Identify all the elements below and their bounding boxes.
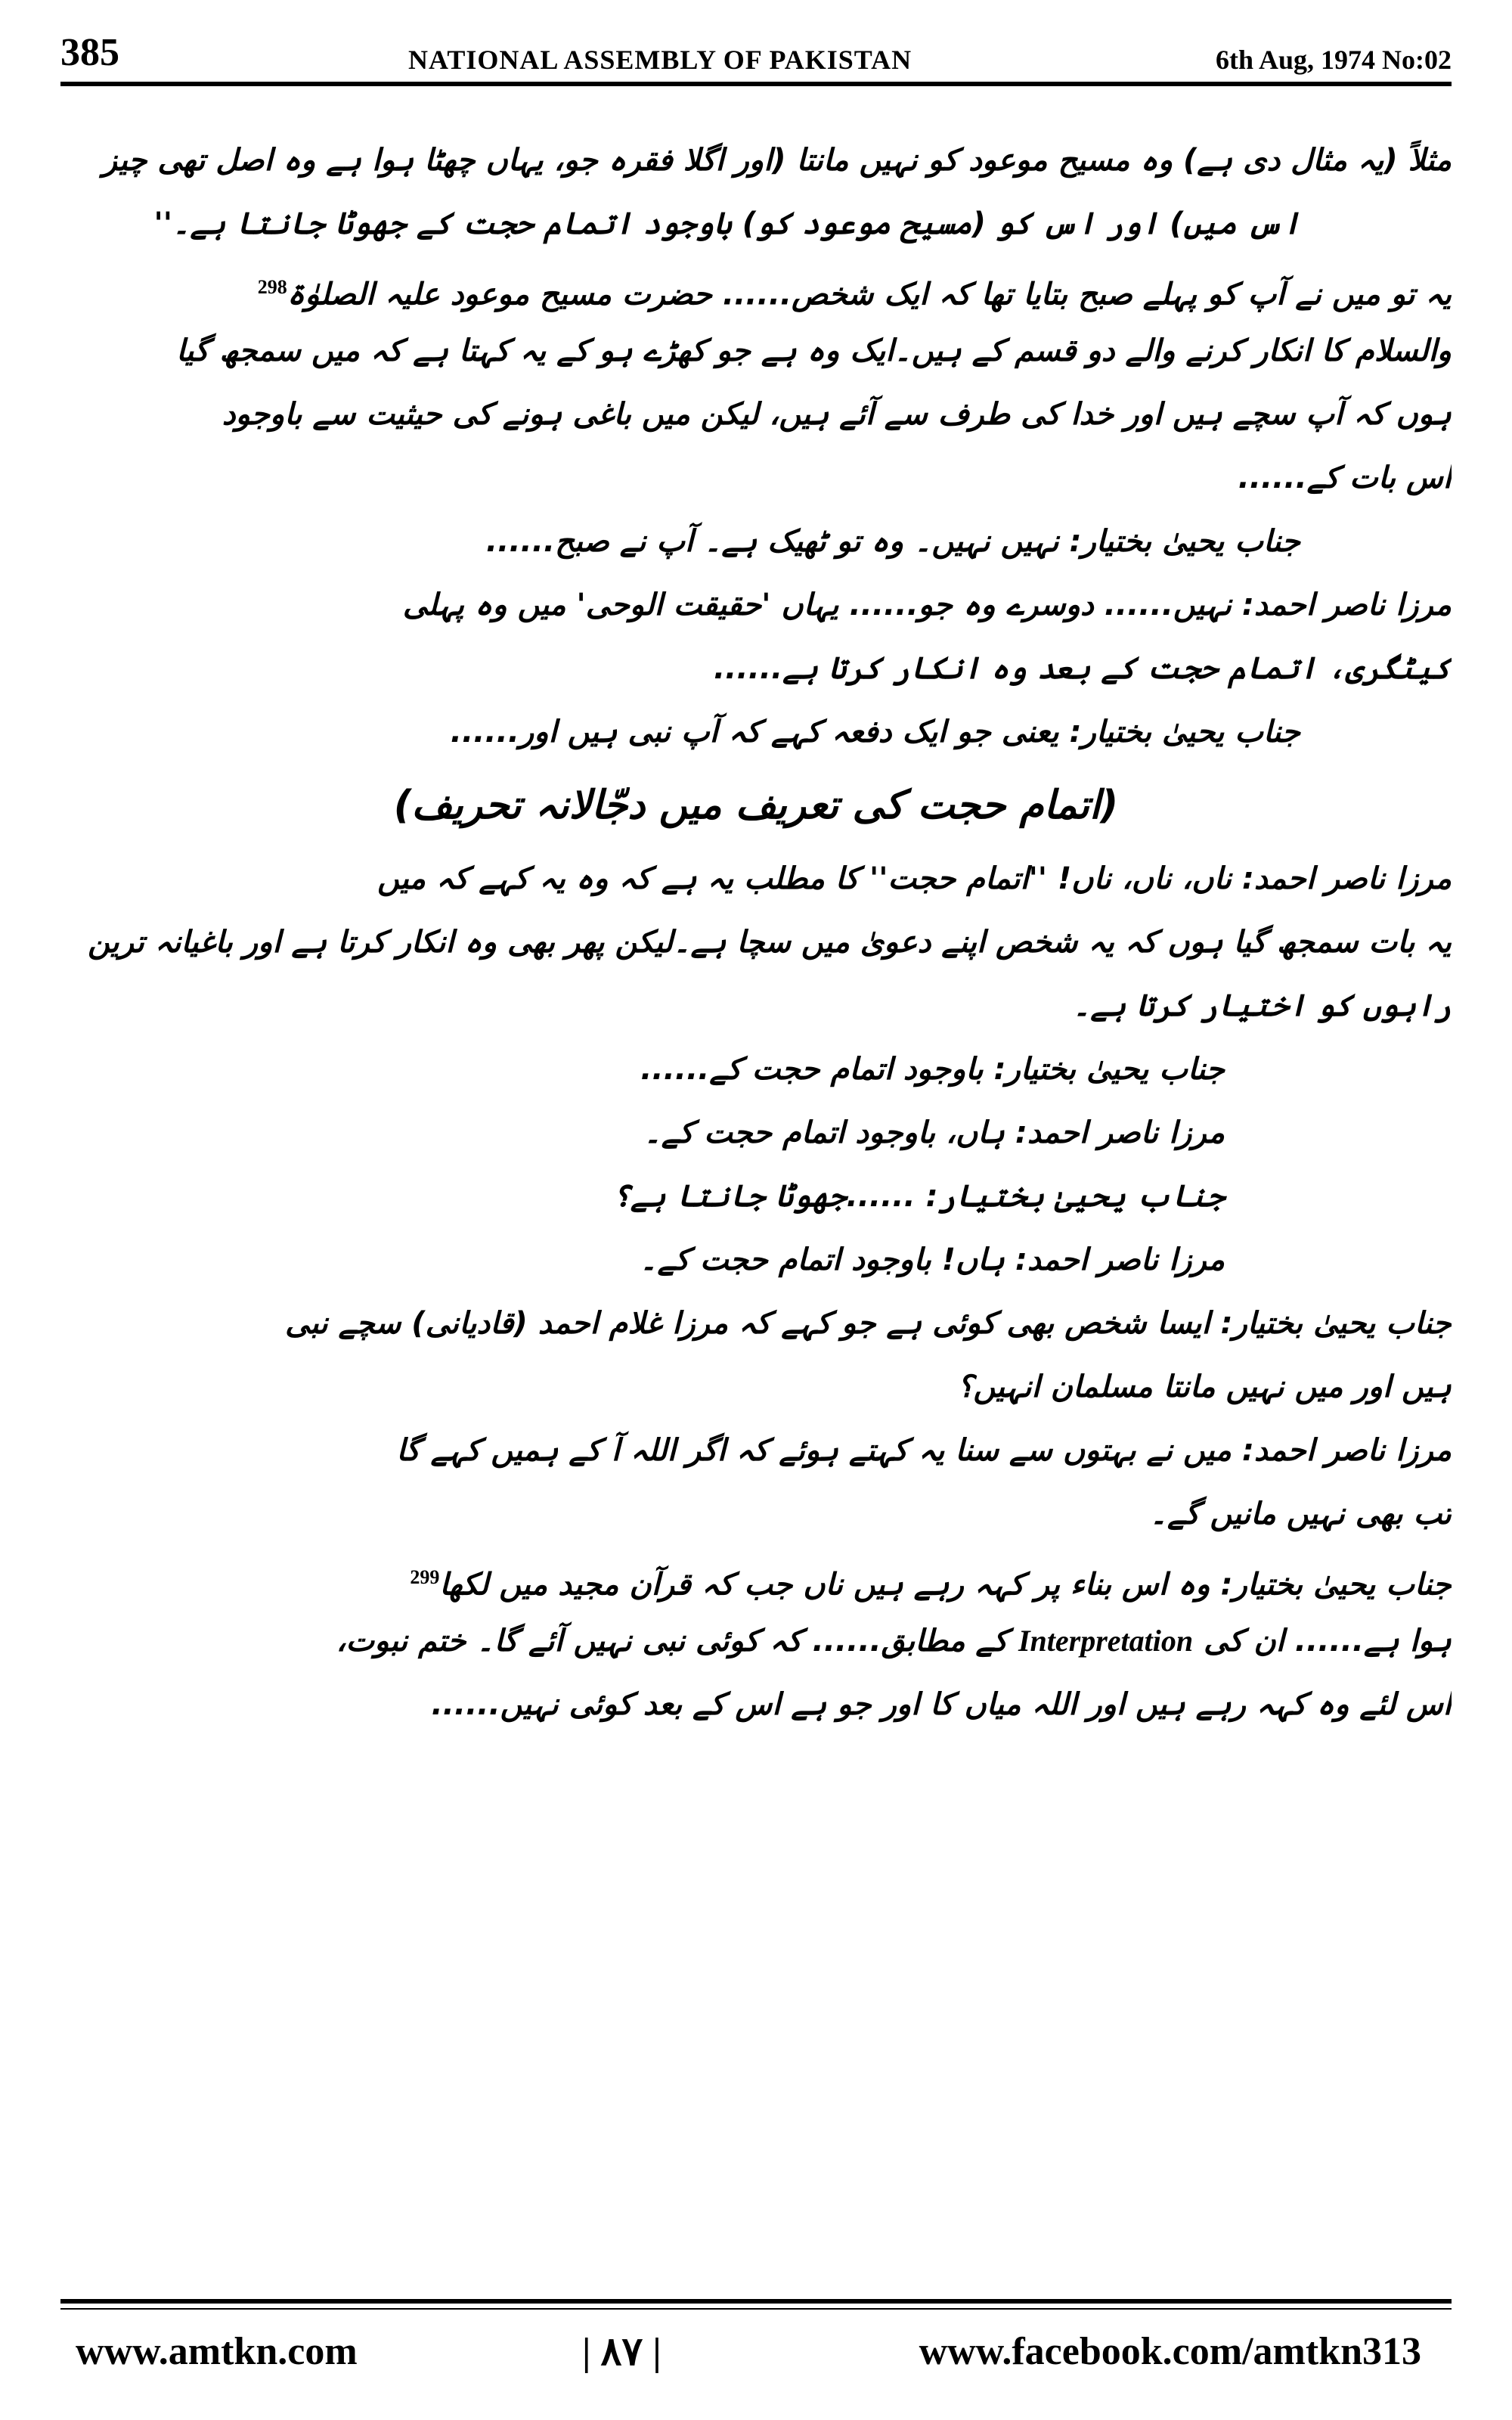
- dialogue-line: جناب یحییٰ بختیار: نہیں نہیں۔ وہ تو ٹھیک ہے۔ آپ نے صبح......: [485, 524, 1300, 559]
- footnote-299: 299: [410, 1566, 440, 1588]
- text-line: کیٹگری، اتمام حجت کے بعد وہ انکار کرتا ہے......: [713, 651, 1452, 686]
- dialogue-line: مرزا ناصر احمد: میں نے بہتوں سے سنا یہ کہتے ہوئے کہ اگر اللہ آ کے ہمیں کہے گا: [396, 1433, 1452, 1468]
- dialogue-line: مرزا ناصر احمد: ناں، ناں، ناں! ''اتمام حجت'' کا مطلب یہ ہے کہ وہ یہ کہے کہ میں: [377, 861, 1452, 896]
- footer-facebook-link[interactable]: www.facebook.com/amtkn313: [919, 2330, 1421, 2373]
- dialogue-line: جناب یحییٰ بختیار: ایسا شخص بھی کوئی ہے جو کہے کہ مرزا غلام احمد (قادیانی) سچے نبی: [285, 1306, 1452, 1341]
- text-line-content: جناب یحییٰ بختیار: وہ اس بناء پر کہہ رہے ہیں ناں جب کہ قرآن مجید میں لکھا: [439, 1567, 1452, 1602]
- dialogue-line: مرزا ناصر احمد: ہاں! باوجود اتمام حجت کے۔: [640, 1243, 1225, 1277]
- page-header: [60, 30, 1452, 83]
- text-line: ہوں کہ آپ سچے ہیں اور خدا کی طرف سے آئے ہیں، لیکن میں باغی ہونے کی حیثیت سے باوجود: [222, 397, 1452, 432]
- text-line: [60, 1609, 1452, 1673]
- footnote-298: 298: [257, 276, 287, 298]
- section-heading: (اتمام حجت کی تعریف میں دجّالانہ تحریف): [393, 783, 1119, 828]
- header-date: 6th Aug, 1974 No:02: [1215, 45, 1452, 75]
- dialogue-line: جناب یحییٰ بختیار: باوجود اتمام حجت کے......: [640, 1052, 1225, 1087]
- text-line: مثلاً (یہ مثال دی ہے) وہ مسیح موعود کو نہیں مانتا (اور اگلا فقرہ جو، یہاں چھٹا ہوا ہے وہ اصل تھی چیز: [102, 143, 1452, 178]
- page-footer: [60, 2329, 1452, 2382]
- text-line: اس لئے وہ کہہ رہے ہیں اور اللہ میاں کا اور جو ہے اس کے بعد کوئی نہیں......: [431, 1687, 1452, 1722]
- footer-rule-thin: [60, 2308, 1452, 2310]
- dialogue-line: جناب یحییٰ بختیار: ......جھوٹا جانتا ہے؟: [612, 1179, 1225, 1214]
- page-number: 385: [60, 31, 119, 74]
- header-title: NATIONAL ASSEMBLY OF PAKISTAN: [408, 45, 912, 75]
- latin-term: Interpretation: [1018, 1624, 1194, 1658]
- dialogue-line: [60, 1546, 1452, 1609]
- text-line: تب بھی نہیں مانیں گے۔: [1149, 1497, 1452, 1531]
- footer-page-number: | ۸۷ |: [582, 2331, 662, 2374]
- text-line: راہوں کو اختیار کرتا ہے۔: [1072, 988, 1452, 1023]
- footer-rule: [60, 2299, 1452, 2304]
- dialogue-line: جناب یحییٰ بختیار: یعنی جو ایک دفعہ کہے کہ آپ نبی ہیں اور......: [450, 715, 1300, 749]
- dialogue-line: مرزا ناصر احمد: نہیں...... دوسرے وہ جو...... یہاں 'حقیقت الوحی' میں وہ پہلی: [402, 588, 1452, 622]
- page-body: [60, 129, 1452, 2246]
- text-segment: کے مطابق...... کہ کوئی نبی نہیں آئے گا۔ ختم نبوت،: [336, 1624, 1009, 1658]
- dialogue-line: مرزا ناصر احمد: ہاں، باوجود اتمام حجت کے۔: [643, 1115, 1225, 1150]
- text-line: [60, 256, 1452, 319]
- text-line: یہ بات سمجھ گیا ہوں کہ یہ شخص اپنے دعویٰ میں سچا ہے۔لیکن پھر بھی وہ انکار کرتا ہے اور باغیانہ ترین: [88, 925, 1452, 960]
- text-line-content: یہ تو میں نے آپ کو پہلے صبح بتایا تھا کہ ایک شخص...... حضرت مسیح موعود علیہ الصلوٰۃ: [287, 277, 1452, 312]
- text-line: ہیں اور میں نہیں مانتا مسلمان انہیں؟: [957, 1370, 1452, 1404]
- footer-website-link[interactable]: www.amtkn.com: [76, 2330, 358, 2373]
- text-line: اس بات کے......: [1238, 461, 1452, 495]
- text-line: اس میں) اور اس کو (مسیح موعود کو) باوجود اتمام حجت کے جھوٹا جانتا ہے۔'': [153, 206, 1300, 241]
- header-rule: [60, 82, 1452, 86]
- text-line: والسلام کا انکار کرنے والے دو قسم کے ہیں۔ایک وہ ہے جو کھڑے ہو کے یہ کہتا ہے کہ میں سمجھ گیا: [176, 334, 1452, 368]
- text-segment: ہوا ہے...... ان کی: [1204, 1624, 1452, 1658]
